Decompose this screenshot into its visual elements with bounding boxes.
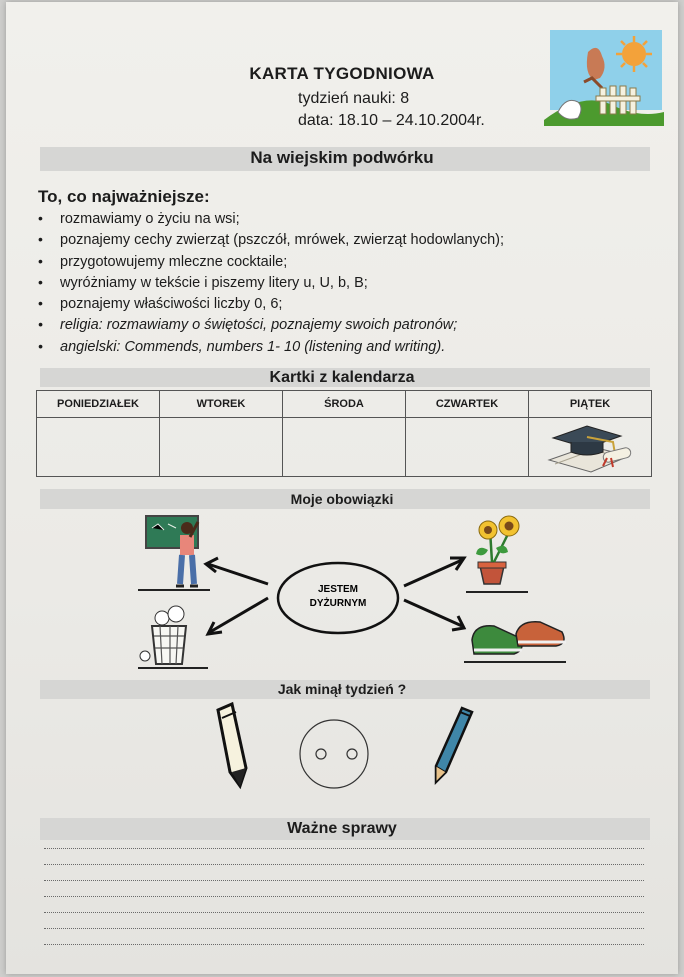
duty-label-line2: DYŻURNYM [309, 598, 367, 609]
list-item: • rozmawiamy o życiu na wsi; [38, 208, 638, 229]
week-number: tydzień nauki: 8 [298, 90, 410, 107]
duties-title: Moje obowiązki [290, 491, 394, 507]
list-item: • przygotowujemy mleczne cocktaile; [38, 251, 638, 272]
list-item: • poznajemy właściwości liczby 0, 6; [38, 293, 638, 314]
writing-line[interactable] [44, 864, 644, 865]
topic-title: Na wiejskim podwórku [250, 148, 434, 167]
writing-line[interactable] [44, 848, 644, 849]
duty-label-line1: JESTEM [317, 584, 359, 595]
writing-line[interactable] [44, 912, 644, 913]
writing-line[interactable] [44, 896, 644, 897]
list-item: • religia: rozmawiamy o świętości, poznajemy swoich patronów; [38, 314, 638, 335]
page-title: KARTA TYGODNIOWA [249, 64, 435, 83]
day-header: WTOREK [160, 391, 283, 418]
day-header: ŚRODA [283, 391, 406, 418]
list-item: • wyróżniamy w tekście i piszemy litery u, U, b, B; [38, 272, 638, 293]
day-header: PIĄTEK [529, 391, 652, 418]
day-header: PONIEDZIAŁEK [37, 391, 160, 418]
key-points-title: To, co najważniejsze: [38, 187, 210, 206]
week-review-title: Jak minął tydzień ? [277, 681, 407, 697]
calendar-title: Kartki z kalendarza [269, 369, 415, 386]
writing-line[interactable] [44, 880, 644, 881]
smiley-face-icon [300, 720, 368, 788]
pencil-icon [436, 708, 472, 782]
day-header: CZWARTEK [406, 391, 529, 418]
important-title: Ważne sprawy [287, 820, 397, 837]
writing-line[interactable] [44, 928, 644, 929]
list-item: • poznajemy cechy zwierząt (pszczół, mrówek, zwierząt hodowlanych); [38, 229, 638, 250]
list-item: • angielski: Commends, numbers 1- 10 (listening and writing). [38, 336, 638, 357]
date-range: data: 18.10 – 24.10.2004r. [298, 112, 485, 129]
pencil-icon [218, 704, 246, 786]
writing-line[interactable] [44, 944, 644, 945]
